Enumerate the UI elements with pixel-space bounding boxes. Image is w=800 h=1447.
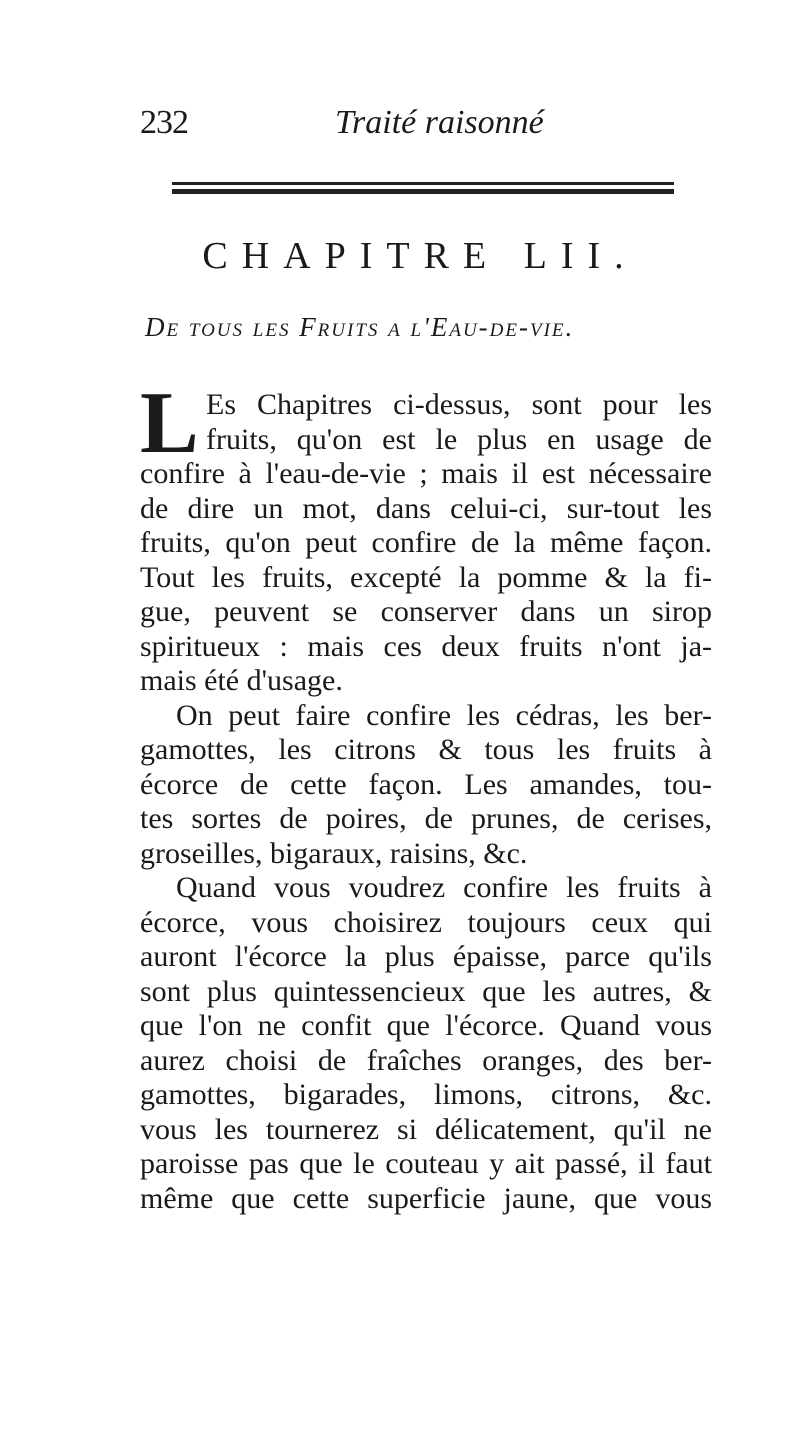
text-line: gue, peuvent se conserver dans un sirop: [140, 595, 712, 628]
text-line: Es Chapitres ci-dessus, sont pour les: [206, 388, 712, 421]
text-line: groseilles, bigaraux, raisins, &c.: [140, 836, 528, 870]
text-line: On peut faire confire les cédras, les ber-: [176, 698, 712, 732]
text-line: sont plus quintessencieux que les autres, &: [140, 974, 712, 1008]
text-line: que l'on ne confit que l'écorce. Quand vous: [140, 1009, 712, 1042]
text-line: Tout les fruits, excepté la pomme & la fi-: [140, 560, 712, 594]
text-line: fruits, qu'on est le plus en usage de: [206, 422, 712, 456]
drop-cap: L: [140, 375, 199, 472]
text-line: même que cette superficie jaune, que vous: [140, 1181, 712, 1215]
text-line: aurez choisi de fraîches oranges, des ber-: [140, 1043, 712, 1077]
chapter-heading: CHAPITRE LII.: [202, 235, 638, 277]
text-line: Quand vous voudrez confire les fruits à: [176, 871, 712, 904]
running-title: Traité raisonné: [335, 104, 544, 141]
text-line: écorce, vous choisirez toujours ceux qui: [140, 905, 712, 939]
text-line: écorce de cette façon. Les amandes, tou-: [140, 767, 712, 801]
page-number: 232: [140, 104, 188, 141]
text-line: gamottes, bigarades, limons, citrons, &c.: [140, 1078, 712, 1111]
running-head: [140, 104, 700, 154]
text-line: vous les tournerez si délicatement, qu'il ne: [140, 1112, 712, 1146]
body-text: [140, 388, 712, 1216]
text-line: fruits, qu'on peut confire de la même façon.: [140, 526, 712, 559]
text-line: gamottes, les citrons & tous les fruits à: [140, 733, 712, 766]
text-line: auront l'écorce la plus épaisse, parce qu'ils: [140, 940, 712, 973]
header-rule: [172, 182, 674, 194]
text-line: spiritueux : mais ces deux fruits n'ont ja-: [140, 629, 712, 663]
text-line: tes sortes de poires, de prunes, de cerises,: [140, 802, 712, 835]
chapter-subtitle: De tous les Fruits a l'Eau-de-vie.: [145, 312, 575, 342]
text-line: de dire un mot, dans celui-ci, sur-tout les: [140, 491, 712, 525]
text-line: mais été d'usage.: [140, 664, 343, 697]
text-line: confire à l'eau-de-vie ; mais il est nécessaire: [140, 457, 712, 490]
text-line: paroisse pas que le couteau y ait passé, il faut: [140, 1147, 712, 1180]
